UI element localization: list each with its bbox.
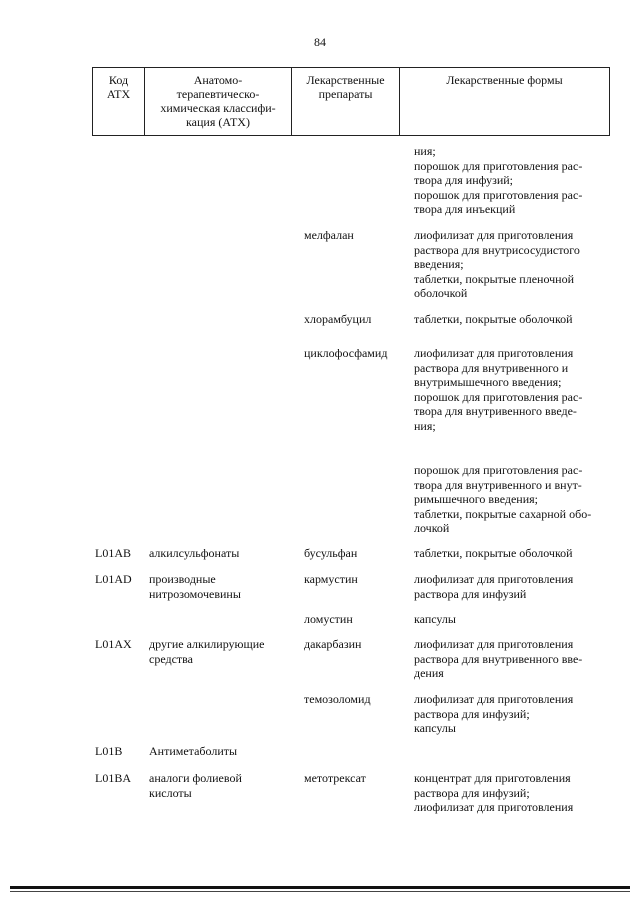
header-classification: Анатомо- терапевтическо- химическая классифи- кация (АТХ) <box>145 68 292 135</box>
row-0-forms: ния; порошок для приготовления рас- твора для инфузий; порошок для приготовления рас- твора для инъекций <box>414 144 583 217</box>
row-3-forms: лиофилизат для приготовления раствора для внутривенного и внутримышечного введения; порошок для приготовления рас- твора для внутривенного введе- ния; <box>414 346 583 433</box>
row-4-forms: порошок для приготовления рас- твора для внутривенного и внут- римышечного введения; таблетки, покрытые сахарной обо- лочкой <box>414 463 592 536</box>
row-3-drug: циклофосфамид <box>304 346 388 360</box>
row-8-forms: лиофилизат для приготовления раствора для внутривенного вве- дения <box>414 637 583 681</box>
row-7-forms: капсулы <box>414 612 456 626</box>
row-10-code: L01B <box>95 744 123 758</box>
row-9-drug: темозоломид <box>304 692 371 706</box>
header-drugs: Лекарственные препараты <box>292 68 400 135</box>
row-6-code: L01AD <box>95 572 132 586</box>
page-number: 84 <box>314 35 326 49</box>
row-11-drug: метотрексат <box>304 771 366 785</box>
bottom-rule <box>10 886 630 889</box>
row-5-forms: таблетки, покрытые оболочкой <box>414 546 573 560</box>
row-11-classification: аналоги фолиевой кислоты <box>149 771 242 800</box>
row-5-classification: алкилсульфонаты <box>149 546 240 560</box>
row-8-code: L01AX <box>95 637 132 651</box>
row-9-forms: лиофилизат для приготовления раствора для инфузий; капсулы <box>414 692 574 736</box>
table-header <box>92 67 610 136</box>
row-2-drug: хлорамбуцил <box>304 312 372 326</box>
bottom-rule-thin <box>10 891 630 892</box>
row-1-forms: лиофилизат для приготовления раствора для внутрисосудистого введения; таблетки, покрытые пленочной оболочкой <box>414 228 580 301</box>
row-2-forms: таблетки, покрытые оболочкой <box>414 312 573 326</box>
row-5-drug: бусульфан <box>304 546 358 560</box>
row-11-code: L01BA <box>95 771 131 785</box>
header-code: Код ATX <box>93 68 145 135</box>
row-5-code: L01AB <box>95 546 131 560</box>
row-7-drug: ломустин <box>304 612 353 626</box>
row-6-forms: лиофилизат для приготовления раствора для инфузий <box>414 572 574 601</box>
row-6-classification: производные нитрозомочевины <box>149 572 241 601</box>
row-11-forms: концентрат для приготовления раствора для инфузий; лиофилизат для приготовления <box>414 771 574 815</box>
header-forms: Лекарственные формы <box>446 73 563 87</box>
row-10-classification: Антиметаболиты <box>149 744 238 758</box>
row-8-classification: другие алкилирующие средства <box>149 637 265 666</box>
row-6-drug: кармустин <box>304 572 358 586</box>
row-1-drug: мелфалан <box>304 228 354 242</box>
row-8-drug: дакарбазин <box>304 637 362 651</box>
